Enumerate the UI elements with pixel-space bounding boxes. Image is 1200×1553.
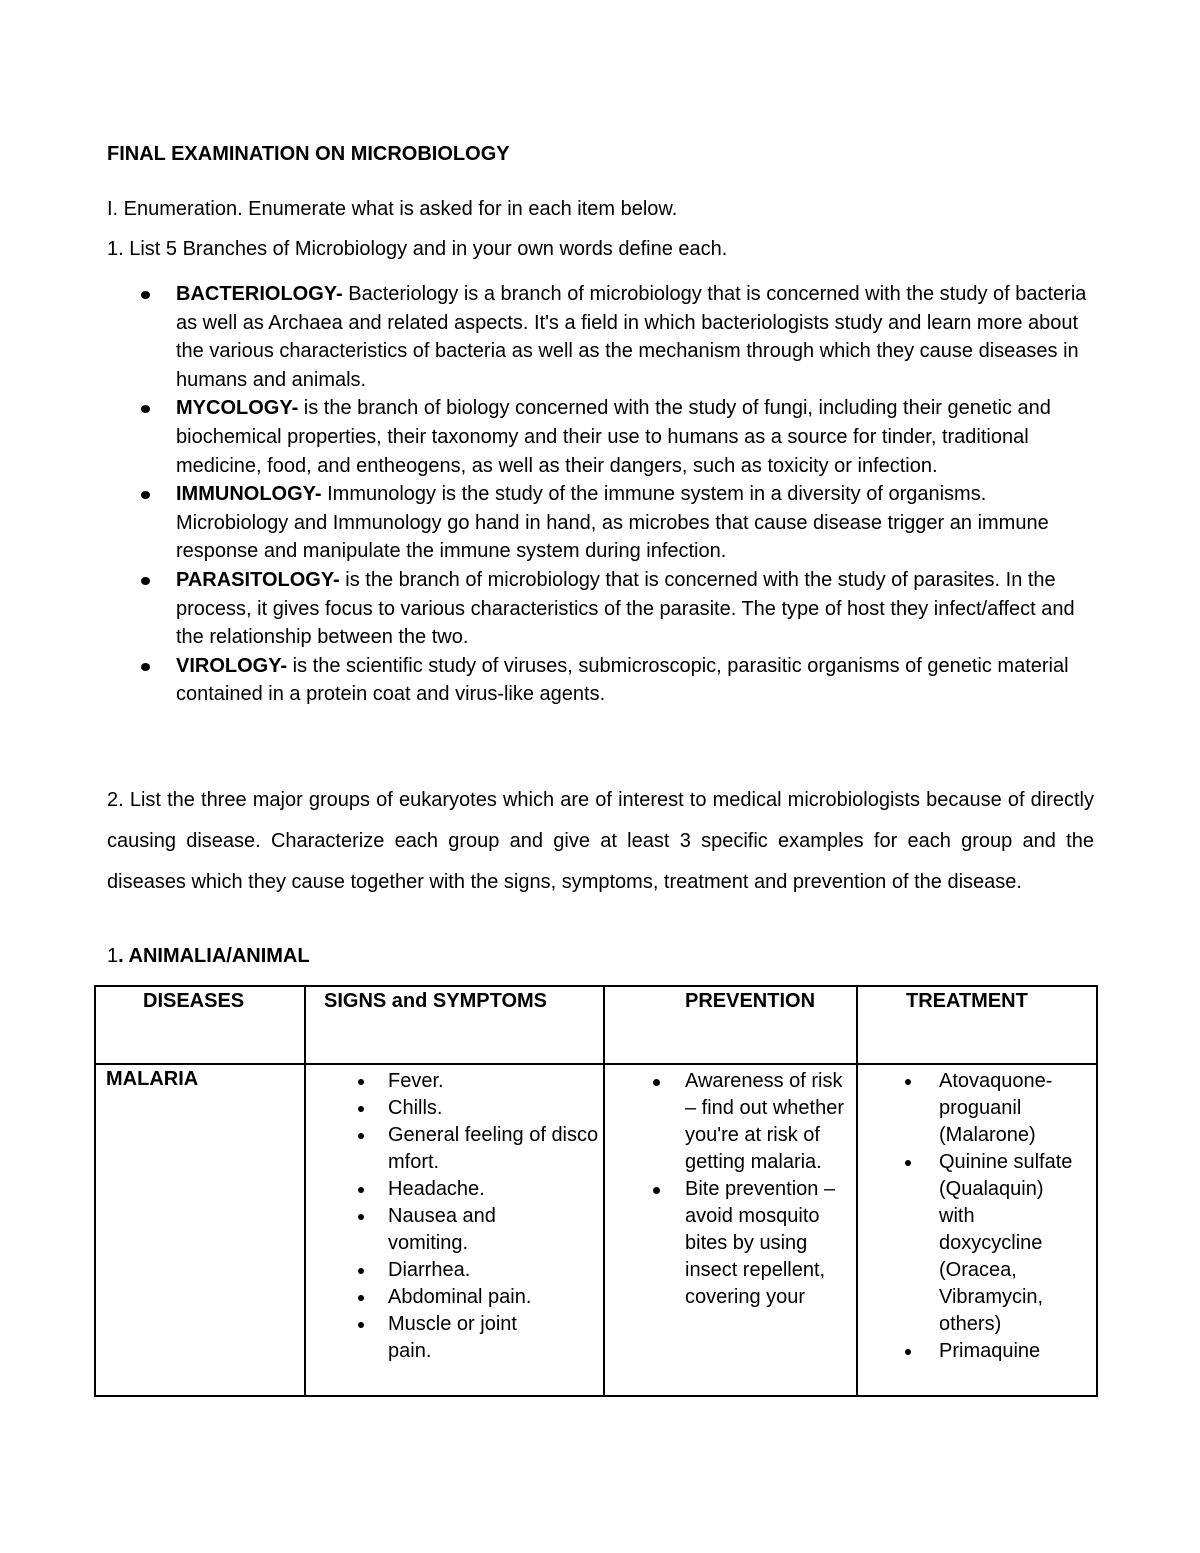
question-1: 1. List 5 Branches of Microbiology and in your own words define each. bbox=[107, 238, 728, 260]
group-number: 1 bbox=[107, 945, 119, 967]
prevention-cell bbox=[604, 1064, 857, 1396]
branches-list bbox=[107, 280, 1097, 709]
treatment-cell bbox=[857, 1064, 1097, 1396]
section-heading: I. Enumeration. Enumerate what is asked for in each item below. bbox=[107, 198, 678, 220]
list-item: General feeling of discomfort. bbox=[306, 1122, 603, 1176]
branch-definition: is the branch of biology concerned with the study of fungi, including their genetic and biochemical properties, their taxonomy and their use to humans as a source for tinder, traditional medicine, food, and entheogens, as well as their dangers, such as toxicity or infection. bbox=[176, 397, 1051, 477]
branch-definition: is the branch of microbiology that is concerned with the study of parasites. In the process, it gives focus to various characteristics of the parasite. The type of host they infect/affect and the relationship between the two. bbox=[176, 568, 1075, 649]
list-item bbox=[107, 652, 1097, 709]
signs-list bbox=[306, 1065, 603, 1365]
list-item bbox=[107, 280, 1097, 394]
group-title bbox=[107, 945, 310, 968]
column-header-prevention: PREVENTION bbox=[604, 986, 857, 1064]
branch-definition: Immunology is the study of the immune system in a diversity of organisms. Microbiology and Immunology go hand in hand, as microbes that cause disease trigger an immune response and manipulate the immune system during infection. bbox=[176, 483, 1049, 563]
list-item: Quinine sulfate (Qualaquin) with doxycycline (Oracea, Vibramycin, others) bbox=[858, 1149, 1096, 1338]
table-header-row bbox=[95, 986, 1097, 1064]
list-item: Muscle or joint pain. bbox=[306, 1311, 603, 1365]
branch-term: PARASITOLOGY- bbox=[176, 568, 340, 591]
group-label: . ANIMALIA/ANIMAL bbox=[118, 945, 310, 967]
question-2: 2. List the three major groups of eukaryotes which are of interest to medical microbiologists because of directly causing disease. Characterize each group and give at least 3 specific examples for each group and the diseases which they cause together with the signs, symptoms, treatment and prevention of the disease. bbox=[107, 789, 1094, 893]
branch-term: VIROLOGY- bbox=[176, 654, 288, 677]
disease-table bbox=[94, 985, 1098, 1397]
list-item: Headache. bbox=[306, 1176, 603, 1203]
prevention-list bbox=[605, 1065, 856, 1311]
branch-term: BACTERIOLOGY- bbox=[176, 283, 343, 305]
list-item: Fever. bbox=[306, 1068, 603, 1095]
list-item bbox=[107, 566, 1097, 652]
disease-cell bbox=[95, 1064, 305, 1396]
branch-definition: is the scientific study of viruses, submicroscopic, parasitic organisms of genetic material contained in a protein coat and virus-like agents. bbox=[176, 654, 1069, 706]
list-item: Atovaquone-proguanil (Malarone) bbox=[858, 1068, 1096, 1149]
branch-definition: Bacteriology is a branch of microbiology that is concerned with the study of bacteria as well as Archaea and related aspects. It's a field in which bacteriologists study and learn more about the various characteristics of bacteria as well as the mechanism through which they cause diseases in humans and animals. bbox=[176, 283, 1087, 391]
list-item: Awareness of risk – find out whether you're at risk of getting malaria. bbox=[605, 1068, 856, 1176]
table-row bbox=[95, 1064, 1097, 1396]
column-header-diseases: DISEASES bbox=[95, 986, 305, 1064]
branch-term: MYCOLOGY- bbox=[176, 397, 299, 420]
signs-cell bbox=[305, 1064, 604, 1396]
page-title: FINAL EXAMINATION ON MICROBIOLOGY bbox=[107, 143, 510, 165]
column-header-treatment: TREATMENT bbox=[857, 986, 1097, 1064]
list-item: Nausea and vomiting. bbox=[306, 1203, 603, 1257]
list-item: Abdominal pain. bbox=[306, 1284, 603, 1311]
list-item bbox=[107, 394, 1097, 480]
list-item: Chills. bbox=[306, 1095, 603, 1122]
column-header-signs: SIGNS and SYMPTOMS bbox=[305, 986, 604, 1064]
list-item: Diarrhea. bbox=[306, 1257, 603, 1284]
disease-name: MALARIA bbox=[106, 1068, 199, 1090]
branch-term: IMMUNOLOGY- bbox=[176, 483, 322, 506]
treatment-list bbox=[858, 1065, 1096, 1365]
list-item bbox=[107, 480, 1097, 566]
list-item: Bite prevention – avoid mosquito bites by using insect repellent, covering your bbox=[605, 1176, 856, 1311]
list-item: Primaquine bbox=[858, 1338, 1096, 1365]
